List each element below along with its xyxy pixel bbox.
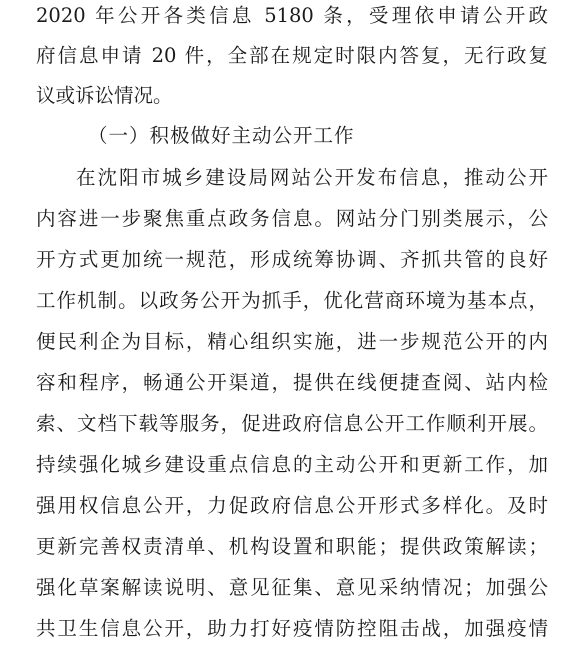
text-line: 便民利企为目标，精心组织实施，进一步规范公开的内: [36, 330, 548, 353]
text-line: 容和程序，畅通公开渠道，提供在线便捷查阅、站内检: [36, 371, 548, 394]
section-heading: （一）积极做好主动公开工作: [88, 124, 355, 147]
text-line: 府信息申请 20 件，全部在规定时限内答复，无行政复: [36, 44, 548, 67]
text-line: 强用权信息公开，力促政府信息公开形式多样化。及时: [36, 494, 548, 517]
text-line: 内容进一步聚焦重点政务信息。网站分门别类展示，公: [36, 207, 548, 230]
text-line: 持续强化城乡建设重点信息的主动公开和更新工作，加: [36, 453, 548, 476]
text-line: 开方式更加统一规范，形成统筹协调、齐抓共管的良好: [36, 248, 548, 271]
text-line: 索、文档下载等服务，促进政府信息公开工作顺利开展。: [36, 412, 548, 435]
text-line: 2020 年公开各类信息 5180 条，受理依申请公开政: [36, 4, 548, 27]
text-line: 更新完善权责清单、机构设置和职能；提供政策解读；: [36, 535, 548, 558]
text-line: 共卫生信息公开，助力打好疫情防控阻击战，加强疫情: [36, 617, 548, 640]
text-line: 强化草案解读说明、意见征集、意见采纳情况；加强公: [36, 576, 548, 599]
text-line: 议或诉讼情况。: [36, 84, 173, 107]
text-line: 在沈阳市城乡建设局网站公开发布信息，推动公开: [76, 166, 548, 189]
text-line: 工作机制。以政务公开为抓手，优化营商环境为基本点，: [36, 289, 548, 312]
